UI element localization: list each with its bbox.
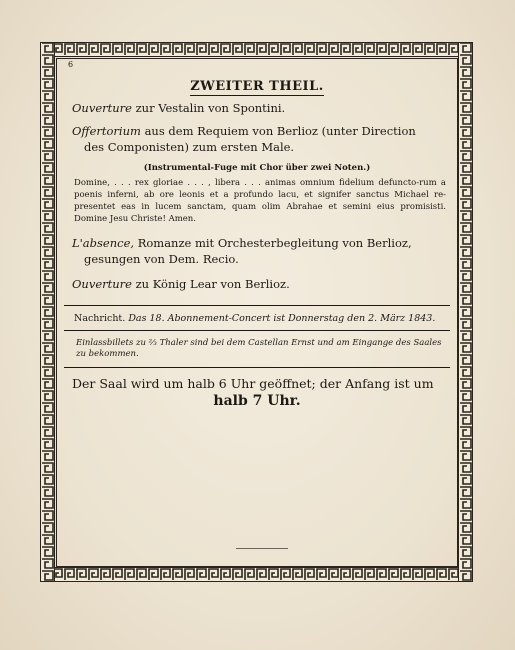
heading-text: ZWEITER THEIL. [190,79,324,94]
notice-text: Das 18. Abonnement-Concert ist Donnerstag den 2. März 1843. [128,313,436,324]
greek-key-border-top [40,42,473,57]
fugue-note: (Instrumental-Fuge mit Chor über zwei Noten.) [143,163,371,173]
greek-key-border-right [458,42,473,582]
item-1-prefix: Ouverture [72,101,132,115]
closing-rule [236,548,288,549]
program-item-2-line-2: des Componisten) zum ersten Male. [84,140,295,154]
greek-key-pattern [40,567,473,582]
item-1-text: zur Vestalin von Spontini. [131,101,286,115]
section-heading [64,79,450,95]
item-4-text: zu König Lear von Berlioz. [131,277,290,291]
program-item-3 [72,236,412,250]
greek-key-pattern [458,42,473,582]
notice-label: Nachricht. [74,313,126,324]
notice [74,313,435,325]
latin-text: Domine, . . . rex gloriae . . . , libera . . . animas omnium fidelium defuncto-rum a poenis inferni, ab ore leonis et a profundo lacu, et signifer sanctus Michael re-presentet eas in lucem sanctam, quam olim Abrahae et semini eius promisisti. Domine Jesu Christe! Amen. [74,178,446,225]
greek-key-border-bottom [40,567,473,582]
page-number: 6 [68,60,74,69]
greek-key-pattern [40,42,473,57]
program-item-4 [72,277,290,291]
item-4-prefix: Ouverture [72,277,132,291]
greek-key-border-left [40,42,55,582]
item-2-text: aus dem Requiem von Berlioz (unter Direction [140,124,416,138]
item-3-text: Romanze mit Orchesterbegleitung von Berlioz, [134,236,412,250]
divider [64,367,450,368]
greek-key-pattern [40,42,55,582]
opening-line-1: Der Saal wird um halb 6 Uhr geöffnet; der Anfang ist um [72,376,434,391]
item-3-prefix: L'absence, [72,236,135,250]
divider [64,330,450,331]
program-item-3-line-2: gesungen von Dem. Recio. [84,252,239,266]
item-2-prefix: Offertorium [72,124,141,138]
divider [64,305,450,306]
ticket-info: Einlassbillets zu ⅔ Thaler sind bei dem Castellan Ernst und am Eingange des Saales zu bekommen. [76,338,442,360]
program-content [64,60,450,560]
program-item-2 [72,124,416,138]
program-item-1 [72,101,285,115]
opening-line-2: halb 7 Uhr. [213,393,301,409]
